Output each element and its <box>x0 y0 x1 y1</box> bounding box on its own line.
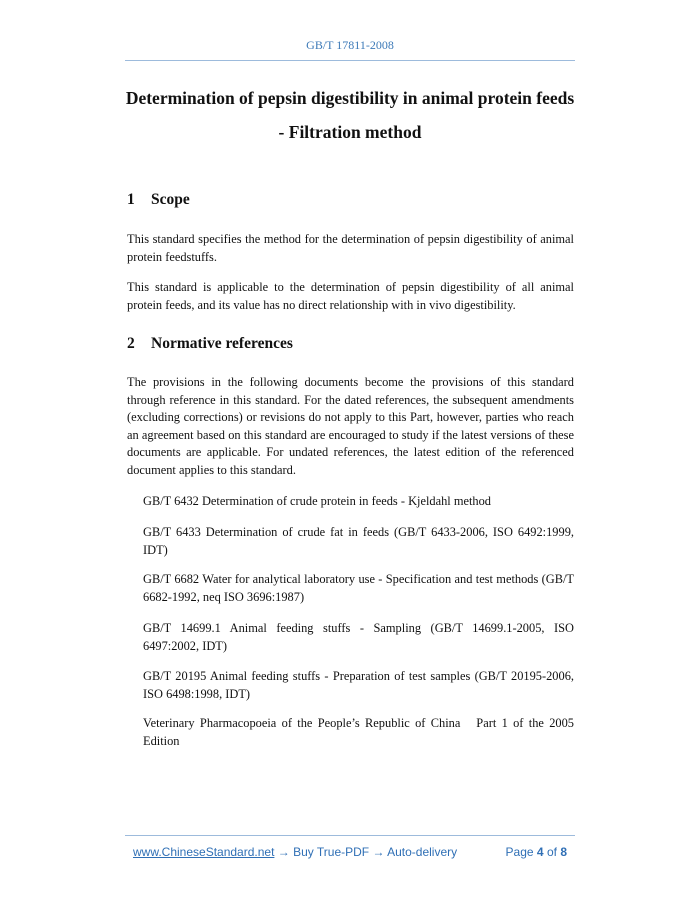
section-number: 1 <box>127 191 135 208</box>
reference-item: GB/T 20195 Animal feeding stuffs - Preparation of test samples (GB/T 20195-2006, ISO 6498:1998, IDT) <box>143 669 574 701</box>
reference-item: Veterinary Pharmacopoeia of the People’s Republic of China Part 1 of the 2005 Edition <box>143 716 578 748</box>
section-title: Normative references <box>151 335 293 352</box>
footer-text: → Buy True-PDF → Auto-delivery <box>274 845 458 859</box>
footer-link[interactable]: www.ChineseStandard.net <box>133 845 275 859</box>
header-doc-id: GB/T 17811-2008 <box>306 38 394 52</box>
page-number: 4 <box>536 845 544 859</box>
reference-item: GB/T 6432 Determination of crude protein in feeds - Kjeldahl method <box>143 494 491 508</box>
section-heading-scope <box>127 191 190 209</box>
reference-item: GB/T 14699.1 Animal feeding stuffs - Sampling (GB/T 14699.1-2005, ISO 6497:2002, IDT) <box>143 621 574 653</box>
paragraph: The provisions in the following documents become the provisions of this standard through reference in this standard. For the dated references, the subsequent amendments (excluding corrections) or revisions do not apply to this Part, however, parties who reach an agreement based on this standard are encouraged to study if the latest versions of these documents are applicable. For undated references, the latest edition of the referenced document applies to this standard. <box>127 375 574 477</box>
page-label: Page <box>505 845 534 859</box>
section-number: 2 <box>127 335 135 352</box>
reference-item: GB/T 6682 Water for analytical laboratory use - Specification and test methods (GB/T 6682-1992, neq ISO 3696:1987) <box>143 572 574 604</box>
page-indicator <box>506 845 567 859</box>
footer-rule <box>125 835 575 836</box>
paragraph: This standard specifies the method for the determination of pepsin digestibility of animal protein feedstuffs. <box>127 232 574 264</box>
reference-item: GB/T 6433 Determination of crude fat in feeds (GB/T 6433-2006, ISO 6492:1999, IDT) <box>143 525 574 557</box>
title-line-2: - Filtration method <box>278 122 422 142</box>
section-heading-references <box>127 335 293 353</box>
paragraph: This standard is applicable to the determination of pepsin digestibility of all animal protein feeds, and its value has no direct relationship with in vivo digestibility. <box>127 280 574 312</box>
header-rule <box>125 60 575 61</box>
page-total: 8 <box>560 845 567 859</box>
section-title: Scope <box>151 191 190 208</box>
footer <box>133 845 573 859</box>
title-line-1: Determination of pepsin digestibility in animal protein feeds <box>125 88 575 108</box>
of-label: of <box>546 845 557 859</box>
